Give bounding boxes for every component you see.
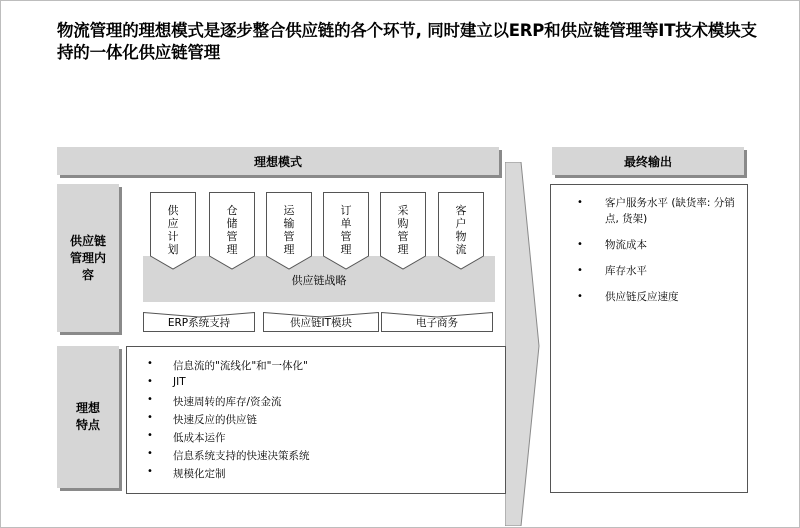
module-box [380,192,426,270]
bullet-icon: • [577,291,583,302]
bullet-icon: • [147,376,153,387]
module-label: 订单管理 [340,204,352,256]
support-label: ERP系统支持 [167,317,231,329]
module-label: 采购管理 [397,204,409,256]
output-text: 供应链反应速度 [605,291,679,303]
module-label: 客户物流 [455,204,467,256]
feature-text: 快速周转的库存/资金流 [173,396,282,408]
feature-text: 低成本运作 [173,432,226,444]
module-box [209,192,255,270]
output-text: 客户服务水平 (缺货率: 分销点, 货架) [605,197,735,225]
ideal-model-header: 理想模式 [57,147,499,175]
feature-item [145,358,310,376]
output-item [561,195,739,227]
bullet-icon: • [577,197,583,208]
module-label: 仓储管理 [226,204,238,256]
feature-text: 规模化定制 [173,468,226,480]
module-box [150,192,196,270]
outputs-panel [550,184,748,493]
output-item [561,289,739,305]
bullet-icon: • [147,466,153,477]
bullet-icon: • [147,448,153,459]
slide-title: 物流管理的理想模式是逐步整合供应链的各个环节, 同时建立以ERP和供应链管理等IT技术模块支持的一体化供应链管理 [57,21,757,62]
support-chevron [381,312,493,332]
output-item [561,237,739,253]
feature-text: 信息流的"流线化"和"一体化" [173,360,308,372]
bullet-icon: • [147,412,153,423]
feature-item [145,448,310,466]
final-output-header: 最终输出 [552,147,744,175]
feature-text: 信息系统支持的快速决策系统 [173,450,310,462]
flow-arrow [505,162,545,526]
side-label-features: 理想特点 [57,346,119,488]
bullet-icon: • [577,265,583,276]
support-label: 电子商务 [416,317,458,329]
outputs-list [561,195,739,315]
output-text: 库存水平 [605,265,647,277]
output-text: 物流成本 [605,239,647,251]
module-label: 运输管理 [283,204,295,256]
feature-item [145,466,310,484]
module-box [438,192,484,270]
strategy-label: 供应链战略 [291,274,347,287]
support-label: 供应链IT模块 [289,317,352,329]
features-panel [126,346,506,494]
support-chevron [143,312,255,332]
bullet-icon: • [147,394,153,405]
feature-item [145,430,310,448]
module-box [266,192,312,270]
feature-item [145,412,310,430]
module-label: 供应计划 [167,204,179,256]
bullet-icon: • [147,358,153,369]
features-list [145,358,310,484]
side-label-content: 供应链管理内容 [57,184,119,332]
feature-item [145,394,310,412]
bullet-icon: • [577,239,583,250]
module-box [323,192,369,270]
support-chevron [263,312,379,332]
feature-text: JIT [173,376,186,388]
bullet-icon: • [147,430,153,441]
feature-item [145,376,310,394]
feature-text: 快速反应的供应链 [173,414,257,426]
output-item [561,263,739,279]
